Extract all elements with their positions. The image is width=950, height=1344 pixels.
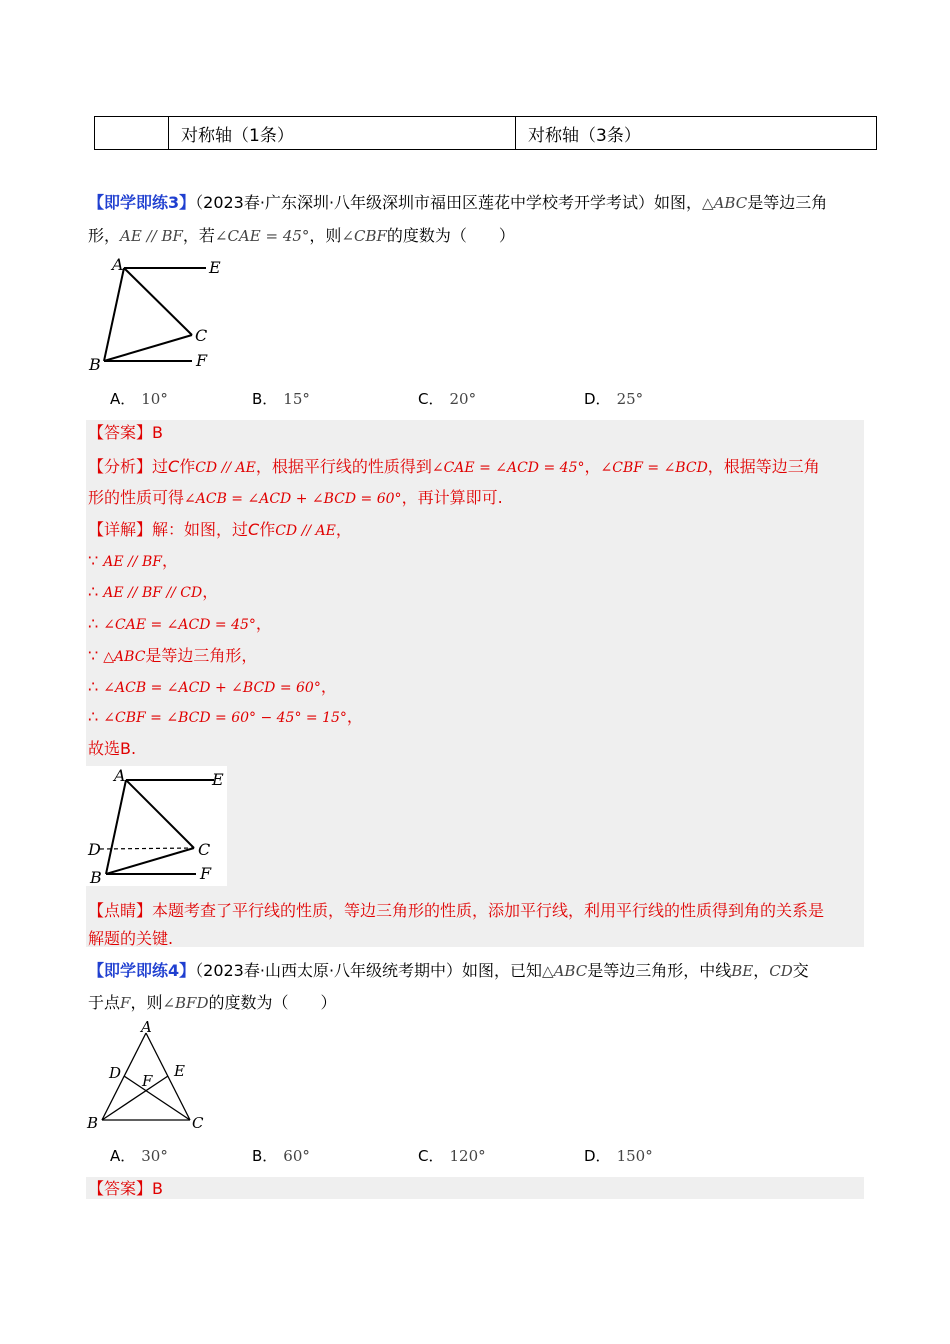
analysis-math: ∠ACB = ∠ACD + ∠BCD = 60° (184, 491, 402, 507)
line-ac (126, 780, 194, 848)
q3-step4 (88, 645, 257, 668)
analysis-text: ， (584, 457, 601, 476)
comma: ， (346, 707, 363, 726)
detail-point: C (248, 520, 260, 539)
q4-median-cd: CD (769, 962, 793, 980)
q3-stem2-c: ，则 (309, 226, 342, 245)
label-a: A (112, 255, 124, 274)
q3-stem2-d: 的度数为（ ） (386, 226, 515, 245)
label-c: C (195, 326, 208, 345)
q3-comment-line1 (88, 900, 824, 922)
q4-answer (88, 1178, 163, 1200)
analysis-text: ，再计算即可. (401, 488, 503, 507)
q4-stem-text: 交 (792, 961, 809, 980)
q3-stem1-end: 是等边三角 (747, 193, 828, 212)
q3-analysis-line1 (88, 456, 820, 479)
q3-analysis-line2 (88, 487, 503, 510)
q3-target: ∠CBF (341, 227, 387, 245)
option-letter: A． (110, 390, 136, 408)
q4-option-c[interactable] (418, 1145, 486, 1166)
q4-source: （2023春·山西太原·八年级统考期中）如图，已知 (195, 961, 543, 980)
q4-option-d[interactable] (584, 1145, 653, 1166)
therefore-symbol: ∴ (88, 677, 99, 696)
label-a: A (114, 766, 126, 785)
label-d: D (109, 1064, 122, 1082)
q3-option-a[interactable] (110, 388, 168, 409)
label-b: B (89, 355, 101, 374)
q3-step5 (88, 676, 337, 699)
label-f: F (142, 1072, 153, 1090)
q4-stem-line2 (88, 992, 337, 1014)
q3-source: （2023春·广东深圳·八年级深圳市福田区莲花中学校考开学考试）如图， (195, 193, 703, 212)
label-e: E (209, 258, 221, 277)
comment-label: 【点睛】 (88, 901, 153, 920)
step-math: AE // BF // CD (103, 585, 203, 601)
q3-option-d[interactable] (584, 388, 643, 409)
option-value: 20° (449, 390, 477, 408)
table-cell-three-axes: 对称轴（3条） (528, 125, 641, 146)
analysis-text: 形的性质可得 (88, 488, 185, 507)
detail-text: 解：如图，过 (152, 520, 249, 539)
option-letter: A． (110, 1147, 136, 1165)
option-value: 150° (616, 1147, 653, 1165)
q3-detail-line1 (88, 519, 352, 542)
comma: ， (161, 551, 178, 570)
option-letter: D． (584, 390, 611, 408)
step-math: △ABC (103, 649, 146, 665)
label-f: F (200, 864, 212, 883)
because-symbol: ∵ (88, 646, 99, 665)
table-cell-one-axis: 对称轴（1条） (169, 117, 516, 149)
q4-target: ∠BFD (162, 994, 209, 1012)
q4-option-b[interactable] (252, 1145, 310, 1166)
step-math: AE // BF (103, 554, 162, 570)
q3-conclusion: 故选B. (88, 739, 137, 758)
because-symbol: ∵ (88, 551, 99, 570)
analysis-math: ∠CBF = ∠BCD (600, 460, 708, 476)
label-c: C (198, 840, 211, 859)
option-value: 10° (141, 390, 168, 408)
analysis-text: 作 (179, 457, 196, 476)
analysis-text: ，根据等边三角 (707, 457, 820, 476)
q4-tag: 【即学即练4】 (88, 961, 196, 980)
q3-condition: ∠CAE = 45° (214, 227, 310, 245)
line-ac (124, 268, 192, 335)
q3-stem2-b: ，若 (182, 226, 215, 245)
analysis-math: ∠CAE = ∠ACD = 45° (431, 460, 585, 476)
answer-label: 【答案】 (88, 423, 153, 442)
q3-stem-line2 (88, 225, 515, 247)
q3-tag: 【即学即练3】 (88, 193, 196, 212)
q4-median-be: BE (731, 962, 754, 980)
comma: ， (255, 614, 272, 633)
answer-value: B (152, 423, 163, 442)
detail-text: ， (335, 520, 352, 539)
analysis-math: CD // AE (195, 460, 256, 476)
option-letter: B． (252, 1147, 278, 1165)
detail-text: 作 (259, 520, 276, 539)
option-letter: B． (252, 390, 278, 408)
line-dc-dashed (100, 848, 194, 849)
comma: ， (202, 582, 219, 601)
option-letter: C． (418, 1147, 444, 1165)
q4-stem-text: 的度数为（ ） (208, 993, 337, 1012)
label-d: D (88, 840, 101, 859)
analysis-label: 【分析】 (88, 457, 153, 476)
q3-figure-2 (86, 766, 227, 886)
option-value: 30° (141, 1147, 168, 1165)
therefore-symbol: ∴ (88, 614, 99, 633)
q3-triangle: △ABC (702, 194, 748, 212)
detail-math: CD // AE (275, 523, 336, 539)
label-b: B (87, 1114, 99, 1132)
q4-stem-text: 是等边三角形，中线 (587, 961, 732, 980)
q4-stem-text: ， (753, 961, 770, 980)
answer-value: B (152, 1179, 163, 1198)
step-text: 是等边三角形， (145, 646, 258, 665)
step-math: ∠CBF = ∠BCD = 60° − 45° = 15° (103, 710, 347, 726)
label-e: E (212, 770, 224, 789)
option-value: 120° (449, 1147, 486, 1165)
q3-step2 (88, 581, 218, 604)
q4-stem-text: ，则 (130, 993, 163, 1012)
therefore-symbol: ∴ (88, 707, 99, 726)
q4-triangle: △ABC (542, 962, 588, 980)
q4-figure (84, 1018, 214, 1134)
q3-step1 (88, 550, 178, 573)
analysis-point: C (168, 457, 180, 476)
detail-label: 【详解】 (88, 520, 153, 539)
option-value: 25° (616, 390, 644, 408)
answer-label: 【答案】 (88, 1179, 153, 1198)
q4-point-f: F (120, 994, 131, 1012)
option-letter: D． (584, 1147, 611, 1165)
step-math: ∠CAE = ∠ACD = 45° (103, 617, 256, 633)
label-b: B (90, 868, 102, 886)
q3-option-b[interactable] (252, 388, 310, 409)
symmetry-table (94, 116, 877, 150)
comment-text: 本题考查了平行线的性质，等边三角形的性质，添加平行线，利用平行线的性质得到角的关系是 (152, 901, 825, 920)
q4-answer-box (86, 1177, 864, 1199)
label-a: A (141, 1018, 152, 1036)
q3-figure (84, 255, 234, 375)
q3-stem2-a: 形， (88, 226, 121, 245)
analysis-text: 过 (152, 457, 169, 476)
label-e: E (174, 1062, 185, 1080)
q4-option-a[interactable] (110, 1145, 168, 1166)
q3-parallel: AE // BF (120, 227, 183, 245)
q3-comment-line2: 解题的关键. (88, 929, 174, 948)
line-ab (106, 780, 126, 874)
q3-step6 (88, 706, 363, 729)
q3-stem-line1 (88, 192, 827, 214)
line-bc (104, 335, 192, 361)
comma: ， (320, 677, 337, 696)
line-bc (106, 848, 194, 874)
q3-answer (88, 422, 163, 444)
q3-option-c[interactable] (418, 388, 476, 409)
q3-step3 (88, 613, 272, 636)
therefore-symbol: ∴ (88, 582, 99, 601)
table-cell-empty (95, 117, 169, 149)
q4-stem-line1 (88, 960, 809, 982)
label-c: C (192, 1114, 204, 1132)
label-f: F (196, 351, 208, 370)
q4-stem-text: 于点 (88, 993, 121, 1012)
option-value: 60° (283, 1147, 310, 1165)
step-math: ∠ACB = ∠ACD + ∠BCD = 60° (103, 680, 321, 696)
line-ab (104, 268, 124, 361)
option-letter: C． (418, 390, 444, 408)
analysis-text: ，根据平行线的性质得到 (255, 457, 432, 476)
option-value: 15° (283, 390, 310, 408)
